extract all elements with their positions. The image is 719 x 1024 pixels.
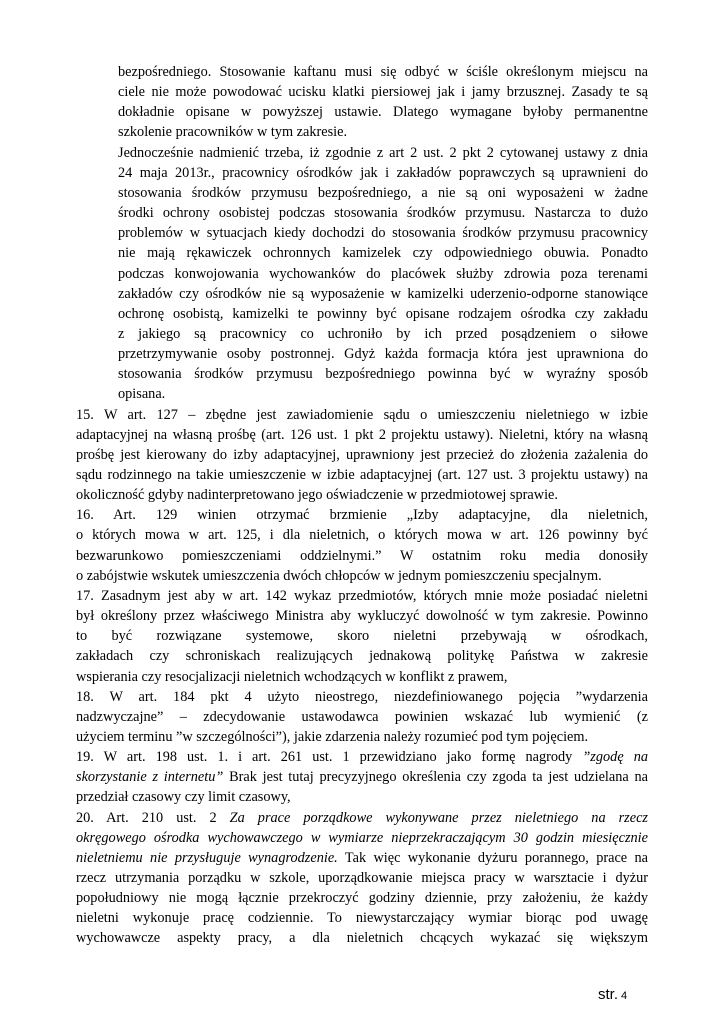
text-line (76, 708, 648, 726)
text-segment: 15. W art. 127 – zbędne jest zawiadomienie sądu o umieszczeniu nieletniego w izbie (76, 407, 648, 423)
italic-text: ”zgodę na (582, 749, 648, 765)
text-line (118, 83, 648, 101)
text-line (118, 265, 648, 283)
text-line (118, 63, 648, 81)
italic-text: skorzystanie z internetu” (76, 769, 224, 785)
italic-text: Za prace porządkowe wykonywane przez nieletniego na rzecz (229, 810, 648, 826)
text-line (76, 506, 648, 524)
text-line (76, 567, 648, 585)
text-segment: ciele nie może powodować ucisku klatki piersiowej jak i jamy brzusznej. Zasady te są (118, 84, 648, 100)
text-segment: 16. Art. 129 winien otrzymać brzmienie „Izby adaptacyjne, dla nieletnich, (76, 507, 648, 523)
text-line (76, 547, 648, 565)
text-segment: z jakiego są pracownicy co uchroniło by ich przed posądzeniem o siłowe (118, 326, 648, 342)
text-segment: stosowania środków przymusu bezpośredniego, a nie są oni wyposażeni w żadne (118, 185, 648, 201)
text-line (76, 668, 648, 686)
text-line (118, 365, 648, 383)
text-line (76, 627, 648, 645)
text-segment: bezwarunkowo pomieszczeniami oddzielnymi.” W ostatnim roku media donosiły (76, 548, 648, 564)
text-line (76, 688, 648, 706)
text-line (118, 164, 648, 182)
text-segment: prośbę jest kierowany do izby adaptacyjnej, uprawniony jest przecież do złożenia zażalenia do (76, 447, 648, 463)
text-line (118, 103, 648, 121)
text-line (76, 607, 648, 625)
text-line (118, 144, 648, 162)
text-segment: o zabójstwie wskutek umieszczenia dwóch chłopców w jednym pomieszczeniu specjalnym. (76, 568, 602, 584)
text-line (76, 788, 648, 806)
text-line (76, 829, 648, 847)
page-label: str. (598, 986, 619, 1003)
text-segment: sądu rodzinnego na takie umieszczenie w izbie adaptacyjnej (art. 127 ust. 3 projektu ustawy) na (76, 467, 648, 483)
italic-text: okręgowego ośrodka wychowawczego w wymiarze nieprzekraczającym 30 godzin miesięcznie (76, 830, 648, 846)
text-line (76, 909, 648, 927)
text-line (76, 406, 648, 424)
text-line (76, 869, 648, 887)
text-line (118, 385, 648, 403)
text-line (76, 809, 648, 827)
page-number-value: 4 (621, 990, 628, 1002)
text-line (76, 486, 648, 504)
text-line (76, 849, 648, 867)
text-line (118, 123, 648, 141)
text-line (76, 526, 648, 544)
text-line (76, 929, 648, 947)
text-line (118, 184, 648, 202)
text-segment: to być rozwiązane systemowe, skoro nieletni przebywają w ośrodkach, (76, 628, 648, 644)
text-segment: podczas konwojowania wychowanków do placówek służby zdrowia poza terenami (118, 266, 648, 282)
text-line (118, 285, 648, 303)
text-segment: szkolenie pracowników w tym zakresie. (118, 124, 348, 140)
text-segment: przetrzymywanie osoby postronnej. Gdyż każda formacja która jest uprawniona do (118, 346, 648, 362)
text-segment: rzecz utrzymania porządku w szkole, uporządkowanie miejsca pracy w warsztacie i dyżur (76, 870, 648, 886)
text-segment: adaptacyjnej na własną prośbę (art. 126 ust. 1 pkt 2 projektu ustawy). Nieletni, który na własną (76, 427, 648, 443)
text-segment: 20. Art. 210 ust. 2 (76, 810, 230, 826)
text-segment: ochronę osobistą, kamizelki te powinny być opisane rodzajem ośrodka czy zakładu (118, 306, 648, 322)
text-segment: wychowawcze aspekty pracy, a dla nieletnich chcących wykazać się większym (76, 930, 648, 946)
page-number (598, 985, 627, 1006)
text-segment: zakładów czy ośrodków nie są wyposażenie w kamizelki uderzenio-odporne stanowiące (118, 286, 648, 302)
text-line (76, 748, 648, 766)
italic-text: nieletniemu nie przysługuje wynagrodzenie. (76, 850, 338, 866)
text-line (118, 204, 648, 222)
text-segment: bezpośredniego. Stosowanie kaftanu musi się odbyć w ściśle określonym miejscu na (118, 64, 648, 80)
text-line (76, 728, 648, 746)
text-segment: środki ochrony osobistej podczas stosowania środków przymusu. Nastarcza to dużo (118, 205, 648, 221)
text-segment: Brak jest tutaj precyzyjnego określenia czy zgoda ta jest udzielana na (223, 769, 649, 785)
text-segment: nie mają rękawiczek ochronnych kamizelek czy odpowiedniego obuwia. Ponadto (118, 245, 648, 261)
text-line (118, 224, 648, 242)
text-segment: nieletni wykonuje pracę codziennie. To niewystarczający wymiar biorąc pod uwagę (76, 910, 648, 926)
text-segment: zakładach czy schroniskach realizujących jednakową politykę Państwa w zakresie (76, 648, 648, 664)
text-line (76, 647, 648, 665)
text-segment: nadzwyczajne” – zdecydowanie ustawodawca powinien wskazać lub wymienić (z (76, 709, 648, 725)
text-segment: wspierania czy resocjalizacji nieletnich wchodzących w konflikt z prawem, (76, 669, 508, 685)
text-segment: o których mowa w art. 125, i dla nieletnich, o których mowa w art. 126 powinny być (76, 527, 648, 543)
text-line (76, 587, 648, 605)
text-line (118, 325, 648, 343)
text-segment: opisana. (118, 386, 166, 402)
text-segment: użyciem terminu ”w szczególności”), jakie zdarzenia należy rozumieć pod tym pojęciem. (76, 729, 589, 745)
text-segment: 19. W art. 198 ust. 1. i art. 261 ust. 1 przewidziano jako formę nagrody (76, 749, 583, 765)
text-line (76, 446, 648, 464)
text-segment: stosowania środków przymusu bezpośredniego powinna być w wyraźny sposób (118, 366, 648, 382)
text-line (118, 244, 648, 262)
text-segment: 17. Zasadnym jest aby w art. 142 wykaz przedmiotów, których mnie może posiadać nieletni (76, 588, 648, 604)
text-line (76, 426, 648, 444)
text-line (76, 889, 648, 907)
text-line (118, 305, 648, 323)
text-line (118, 345, 648, 363)
text-segment: Tak więc wykonanie dyżuru porannego, prace na (337, 850, 648, 866)
text-segment: okoliczność gdyby nadinterpretowano jego oświadczenie w przedmiotowej sprawie. (76, 487, 558, 503)
text-line (76, 768, 648, 786)
text-segment: był określony przez właściwego Ministra aby wykluczyć dowolność w tym zakresie. Powinno (76, 608, 648, 624)
text-segment: dokładnie opisane w powyższej ustawie. Dlatego wymagane byłoby permanentne (118, 104, 648, 120)
text-segment: problemów w sytuacjach kiedy dochodzi do stosowania środków przymusu pracownicy (118, 225, 648, 241)
text-segment: popołudniowy nie mogą łącznie przekroczyć godziny dziennie, przy założeniu, że każdy (76, 890, 648, 906)
text-segment: przedział czasowy czy limit czasowy, (76, 789, 291, 805)
text-segment: 24 maja 2013r., pracownicy ośrodków jak i zakładów poprawczych są uprawnieni do (118, 165, 648, 181)
text-segment: Jednocześnie nadmienić trzeba, iż zgodnie z art 2 ust. 2 pkt 2 cytowanej ustawy z dnia (118, 145, 648, 161)
text-segment: 18. W art. 184 pkt 4 użyto nieostrego, niezdefiniowanego pojęcia ”wydarzenia (76, 689, 648, 705)
text-line (76, 466, 648, 484)
